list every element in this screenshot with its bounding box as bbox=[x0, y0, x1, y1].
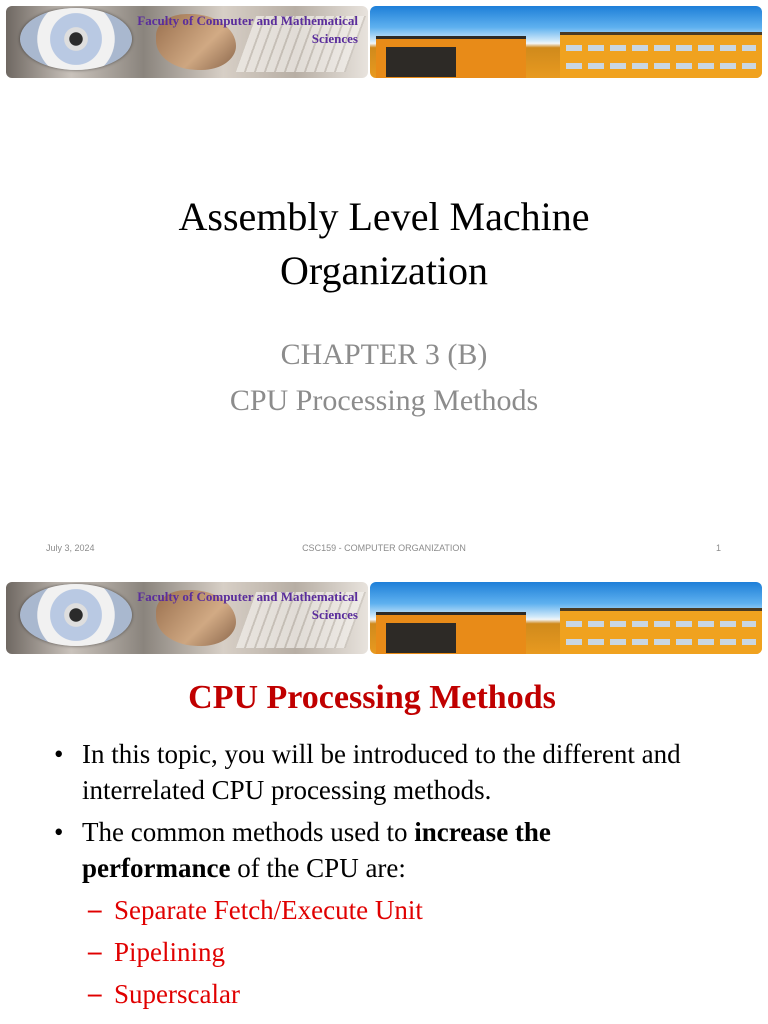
slide-title: Assembly Level Machine Organization bbox=[178, 194, 590, 293]
slide-subtitle: CHAPTER 3 (B) CPU Processing Methods bbox=[229, 338, 539, 417]
footer-page-number: 1 bbox=[716, 543, 722, 553]
footer-date: July 3, 2024 bbox=[46, 543, 95, 553]
bullet-icon: • bbox=[54, 817, 64, 847]
building-image bbox=[560, 32, 762, 78]
slide-title: CPU Processing Methods bbox=[188, 679, 556, 716]
building-image bbox=[376, 612, 526, 654]
faculty-name: Faculty of Computer and Mathematical Sciences bbox=[137, 589, 358, 622]
method-item: – Pipelining bbox=[52, 934, 752, 970]
header-banner bbox=[6, 6, 762, 78]
bullet-list bbox=[52, 736, 752, 1018]
method-item: – Superscalar bbox=[52, 976, 752, 1012]
banner-photo-right bbox=[370, 6, 762, 78]
bullet-icon: • bbox=[54, 739, 64, 769]
header-banner bbox=[6, 582, 762, 654]
method-item: – Separate Fetch/Execute Unit bbox=[52, 892, 752, 928]
bullet-item: • The common methods used to increase the performance of the CPU are: bbox=[52, 814, 752, 886]
dash-icon: – bbox=[88, 936, 102, 966]
bullet-item: • In this topic, you will be introduced to the different and interrelated CPU processing methods. bbox=[52, 736, 752, 808]
banner-photo-right bbox=[370, 582, 762, 654]
dash-icon: – bbox=[88, 978, 102, 1008]
dash-icon: – bbox=[88, 894, 102, 924]
building-image bbox=[376, 36, 526, 78]
building-image bbox=[560, 608, 762, 654]
faculty-name: Faculty of Computer and Mathematical Sciences bbox=[137, 13, 358, 46]
footer-course: CSC159 - COMPUTER ORGANIZATION bbox=[302, 543, 466, 553]
slide-2 bbox=[0, 576, 768, 1024]
